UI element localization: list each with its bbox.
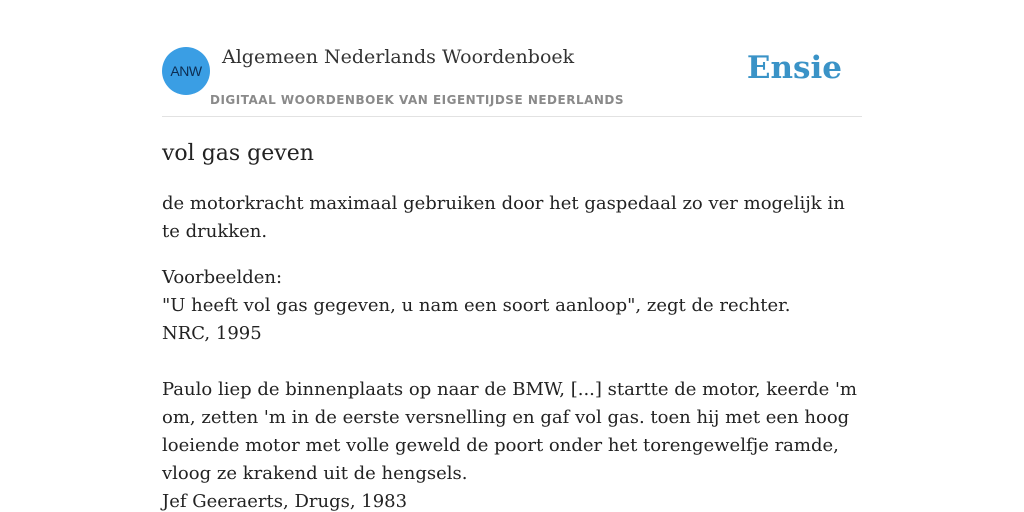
anw-logo[interactable]: [162, 47, 210, 95]
example-source: Jef Geeraerts, Drugs, 1983: [162, 491, 408, 512]
examples-section: [162, 264, 862, 512]
ensie-brand-logo[interactable]: Ensie: [746, 50, 842, 86]
examples-label: Voorbeelden:: [162, 267, 283, 288]
example-spacer: [162, 348, 862, 376]
example-quote: Paulo liep de binnenplaats op naar de BMW, [...] startte de motor, keerde 'm om, zetten 'm in de eerste versnelling en gaf vol gas. toen hij met een hoog loeiende motor met volle geweld de poort onder het torengewelfje ramde, vloog ze krakend uit de hengsels.: [162, 379, 857, 484]
entry-definition: de motorkracht maximaal gebruiken door het gaspedaal zo ver mogelijk in te drukken.: [162, 193, 845, 242]
site-title[interactable]: Algemeen Nederlands Woordenboek: [222, 46, 575, 68]
header: [162, 38, 862, 117]
entry-term: vol gas geven: [162, 141, 314, 166]
example-quote: "U heeft vol gas gegeven, u nam een soort aanloop", zegt de rechter.: [162, 295, 791, 316]
site-subtitle: DIGITAAL WOORDENBOEK VAN EIGENTIJDSE NEDERLANDS: [210, 93, 625, 107]
example-source: NRC, 1995: [162, 323, 262, 344]
entry-content: [162, 138, 862, 512]
logo-text: ANW: [170, 63, 202, 79]
